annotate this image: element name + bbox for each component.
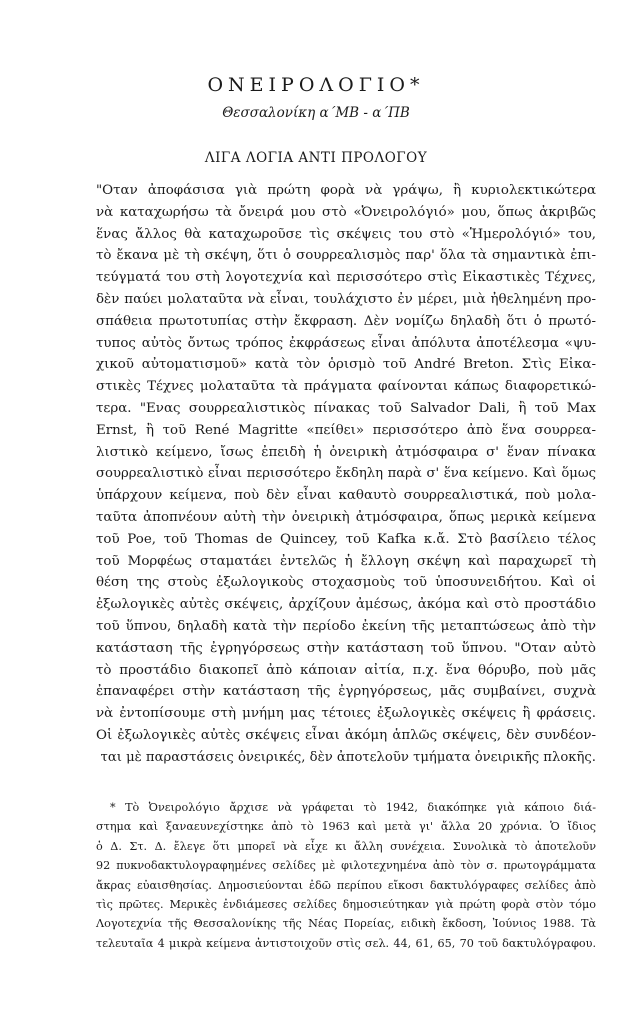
body-line: τοῦ Poe, τοῦ Thomas de Quincey, τοῦ Kafka κ.ἄ. Στὸ βασίλειο τέλος	[96, 531, 596, 547]
body-line: ται μὲ παραστάσεις ὀνειρικές, δὲν ἀποτελοῦν τμήματα ὀνειρικῆς πλοκῆς.	[100, 749, 596, 765]
body-line: ἐξωλογικὲς αὐτὲς σκέψεις, ἀρχίζουν ἀμέσως, ἀκόμα καὶ στὸ προστάδιο	[96, 597, 596, 613]
body-line: τὸ ἔκανα μὲ τὴ σκέψη, ὅτι ὁ σουρρεαλισμὸς παρ' ὅλα τὰ σημαντικὰ ἐπι-	[96, 248, 596, 264]
body-line: τερα. "Ενας σουρρεαλιστικὸς πίνακας τοῦ Salvador Dali, ἢ τοῦ Max	[96, 400, 596, 416]
body-line: ὑπάρχουν κείμενα, ποὺ δὲν εἶναι καθαυτὸ σουρρεαλιστικά, ποὺ μολα-	[96, 488, 596, 504]
footnote-line: ἄκρας εὐαισθησίας. Δημοσιεύονται ἐδῶ περίπου εἴκοσι δακτυλόγραφες σελίδες ἀπὸ	[96, 878, 596, 892]
document-title: ΟΝΕΙΡΟΛΟΓΙΟ*	[207, 74, 425, 96]
body-line: στικὲς Τέχνες μολαταῦτα τὰ πράγματα φαίνονται κάπως διαφορετικώ-	[96, 379, 596, 395]
body-line: ἐπαναφέρει στὴν κατάσταση τῆς ἐγρηγόρσεως, μᾶς συμβαίνει, συχνὰ	[96, 684, 596, 700]
body-line: σουρρεαλιστικὸ εἶναι περισσότερο ἔκδηλη παρὰ σ' ἕνα κείμενο. Καὶ ὅμως	[96, 466, 596, 482]
body-line: λιστικὸ κείμενο, ἴσως ἐπειδὴ ἡ ὀνειρικὴ ἀτμόσφαιρα σ' ἕναν πίνακα	[96, 444, 596, 460]
body-line: νὰ ἐντοπίσουμε στὴ μνήμη μας τέτοιες ἐξωλογικὲς σκέψεις ἢ φράσεις.	[96, 706, 596, 722]
body-line: τεύγματά του στὴ λογοτεχνία καὶ περισσότερο στὶς Εἰκαστικὲς Τέχνες,	[96, 270, 596, 286]
body-line: τοῦ Μορφέως σταματάει ἐντελῶς ἡ ἔλλογη σκέψη καὶ παραχωρεῖ τὴ	[96, 553, 596, 569]
footnote-line: τελευταῖα 4 μικρὰ κείμενα ἀντιστοιχοῦν στὶς σελ. 44, 61, 65, 70 τοῦ δακτυλόγραφου.	[96, 936, 596, 950]
body-line: τὸ προστάδιο διακοπεῖ ἀπὸ κάποιαν αἰτία, π.χ. ἕνα θόρυβο, ποὺ μᾶς	[96, 662, 596, 678]
document-subtitle: Θεσσαλονίκη α΄ΜΒ - α΄ΠΒ	[222, 105, 410, 121]
footnote-line: Λογοτεχνία τῆς Θεσσαλονίκης τῆς Νέας Πορείας, ειδικὴ ἔκδοση, Ἰούνιος 1988. Τὰ	[96, 917, 596, 931]
footnote-line: ὁ Δ. Στ. Δ. ἔλεγε ὅτι μπορεῖ νὰ εἶχε κι ἄλλη συνέχεια. Συνολικὰ τὸ ἀποτελοῦν	[96, 839, 596, 853]
footnote-line: τὶς πρῶτες. Μερικὲς ἐνδιάμεσες σελίδες δημοσιεύτηκαν γιὰ πρώτη φορὰ στὸν τόμο	[96, 897, 596, 911]
body-line: δὲν παύει μολαταῦτα νὰ εἶναι, τουλάχιστο ἐν μέρει, μιὰ ἠθελημένη προ-	[96, 291, 596, 307]
body-line: σπάθεια πρωτοτυπίας στὴν ἔκφραση. Δὲν νομίζω δηλαδὴ ὅτι ὁ πρωτό-	[96, 313, 596, 329]
body-line: τυπος αὐτὸς ὄντως τρόπος ἐκφράσεως εἶναι ἀπόλυτα ἀποτέλεσμα «ψυ-	[96, 335, 596, 351]
footnote-line: * Τὸ Ὀνειρολόγιο ἄρχισε νὰ γράφεται τὸ 1942, διακόπηκε γιὰ κάποιο διά-	[110, 801, 596, 814]
body-line: "Οταν ἀποφάσισα γιὰ πρώτη φορὰ νὰ γράψω, ἢ κυριολεκτικώτερα	[96, 183, 596, 198]
body-line: νὰ καταχωρήσω τὰ ὄνειρά μου στὸ «Ὀνειρολόγιό» μου, ὅπως ἀκριβῶς	[96, 204, 596, 220]
body-line: κατάσταση τῆς ἐγρηγόρσεως στὴν κατάσταση τοῦ ὕπνου. "Οταν αὐτὸ	[96, 640, 596, 656]
body-line: χικοῦ αὐτοματισμοῦ» κατὰ τὸν ὁρισμὸ τοῦ André Breton. Στὶς Εἰκα-	[96, 357, 596, 373]
body-paragraph	[96, 180, 596, 769]
footnote-line: στημα καὶ ξαναευνεχίστηκε ἀπὸ τὸ 1963 καὶ μετὰ γι' ἄλλα 20 χρόνια. Ὁ ἴδιος	[96, 820, 596, 834]
footnote	[96, 798, 596, 953]
section-heading: ΛΙΓΑ ΛΟΓΙΑ ΑΝΤΙ ΠΡΟΛΟΓΟΥ	[204, 150, 428, 166]
body-line: Ernst, ἢ τοῦ René Magritte «πείθει» περισσότερο ἀπὸ ἕνα σουρρεα-	[96, 422, 596, 438]
footnote-line: 92 πυκνοδακτυλογραφημένες σελίδες μὲ φιλοτεχνημένα ἀπὸ τὸν σ. πρωτογράμματα	[96, 859, 596, 873]
body-line: Οἱ ἐξωλογικὲς αὐτὲς σκέψεις εἶναι ἀκόμη ἁπλῶς σκέψεις, δὲν συνδέον-	[96, 727, 596, 743]
body-line: ταῦτα ἀποπνέουν αὐτὴ τὴν ὀνειρικὴ ἀτμόσφαιρα, ὅπως μερικὰ κείμενα	[96, 509, 596, 525]
body-line: ἕνας ἄλλος θὰ καταχωροῦσε τὶς σκέψεις του στὸ «Ἡμερολόγιό» του,	[96, 226, 596, 242]
body-line: θέση της στοὺς ἐξωλογικοὺς στοχασμοὺς τοῦ ὑποσυνειδήτου. Καὶ οἱ	[96, 575, 596, 591]
body-line: τοῦ ὕπνου, δηλαδὴ κατὰ τὴν περίοδο ἐκείνη τῆς μεταπτώσεως ἀπὸ τὴν	[96, 618, 596, 634]
